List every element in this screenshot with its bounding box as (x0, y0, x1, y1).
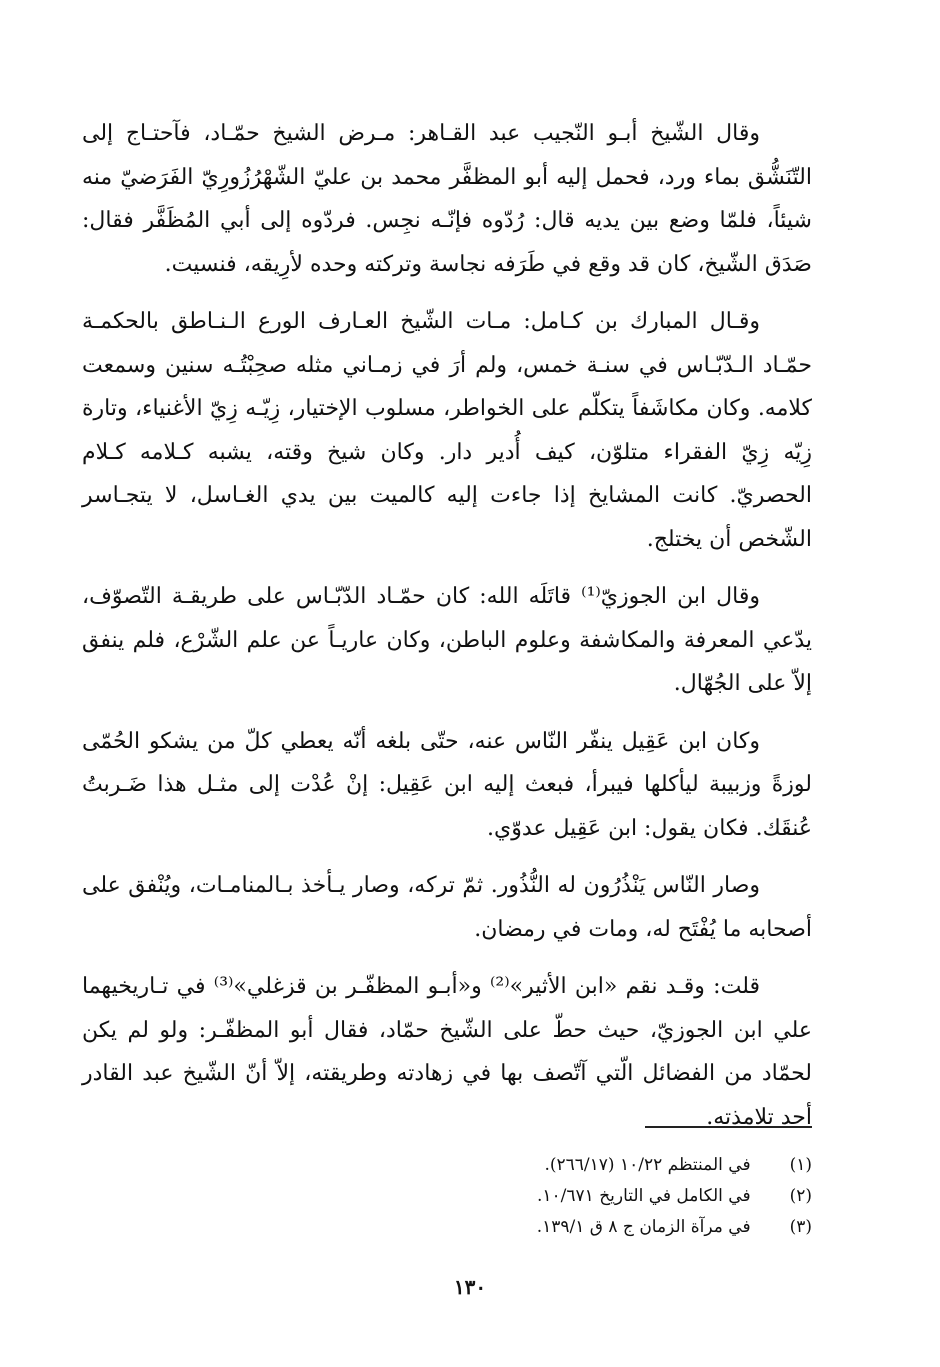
footnote-text: في الكامل في التاريخ ١٠/٦٧١. (537, 1186, 751, 1206)
page-number: ١٣٠ (453, 1275, 487, 1299)
footnote-number: (١) (789, 1155, 812, 1175)
footnote (212, 1150, 812, 1181)
footnote-divider (645, 1126, 812, 1128)
footnote-number: (٢) (789, 1186, 812, 1206)
footnote (212, 1181, 812, 1212)
footnotes (212, 1150, 812, 1243)
main-text (82, 112, 812, 1153)
paragraph-ibn-aqil-account: وكان ابن عَقِيل ينفّر النّاس عنه، حتّى بلغه أنّه يعطي كلّ من يشكو الحُمّى لوزةً وزبيبة ليأكلها فيبرأ، فبعث إليه ابن عَقِيل: إنْ عُدْت إلى مثـل هذا ضَـربتُ عُنقَك. فكان يقول: ابن عَقِيل عدوّي. (82, 728, 812, 841)
footnote (212, 1212, 812, 1243)
paragraph-mubarak-ibn-kamil-account: وقـال المبارك بن كـامل: مـات الشّيخ العـارف الورع الـنـاطق بالحكمـة حمّـاد الـدّبّـاس في سنـة خمس، ولم أرَ في زمـاني مثله صحِبْتُـه سنين وسمعت كلامه. وكان مكاشَفاً يتكلّم على الخواطر، مسلوب الإختيار، زِيّـه زِيّ الأغنياء، وتارة زِيّه زِيّ الفقراء متلوّن، كيف أُدير دار. وكان شيخ وقته، يشبه كـلامه كـلام الحصريّ. كانت المشايخ إذا جاءت إليه كالميت بين يدي الغـاسل، لا يتجـاسر الشّخص أن يختلج. (82, 309, 812, 552)
footnote-text: في المنتظم ١٠/٢٢ (٢٦٦/١٧). (544, 1155, 751, 1175)
paragraph-ibn-jawzi-account: وقال ابن الجوزيّ⁽¹⁾ قاتَلَه الله: كان حمّـاد الدّبّـاس على طريقـة التّصوّف، يدّعي المعرفة والمكاشفة وعلوم الباطن، وكان عاريـاً عن علم الشّرْع، فلم ينفق إلاّ على الجُهّال. (82, 584, 813, 696)
footnote-text: في مرآة الزمان ج ٨ ق ١٣٩/١. (536, 1217, 751, 1237)
paragraph-abu-najib-account: وقال الشّيخ أبـو النّجيب عبد القـاهر: مـرض الشيخ حمّـاد، فآحتـاج إلى التّنَشُّق بماء ورد، فحمل إليه أبو المظفَّر محمد بن عليّ الشّهْرُزُورِيّ الفَرَضيّ منه شيئاً، فلمّا وضع بين يديه قال: رُدّوه فإنّـه نجِس. فردّوه إلى أبي المُظَفَّر فقال: صَدَق الشّيخ، كان قد وقع في طَرَفه نجاسة وتركته وحده لأرِيقه، فنسيت. (82, 121, 812, 277)
paragraph-author-comment: قلت: وقـد نقم «ابن الأثير»⁽²⁾ و«أبـو المظفّـر بن قزغلي»⁽³⁾ في تـاريخيهما علي ابن الجوزيّ، حيث حطّ على الشّيخ حمّاد، فقال أبو المظفّـر: ولو لم يكن لحمّاد من الفضائل الّتي آتّصف بها في زهادته وطريقته، إلاّ أنّ الشّيخ عبد القادر أحد تلامذته. (82, 974, 812, 1130)
paragraph-vows-account: وصار النّاس يَنْذُرُون له النُّذُور. ثمّ تركه، وصار يـأخذ بـالمنامـات، ويُنْفق على أصحابه ما يُفْتَح له، ومات في رمضان. (82, 873, 812, 942)
footnote-number: (٣) (789, 1217, 812, 1237)
